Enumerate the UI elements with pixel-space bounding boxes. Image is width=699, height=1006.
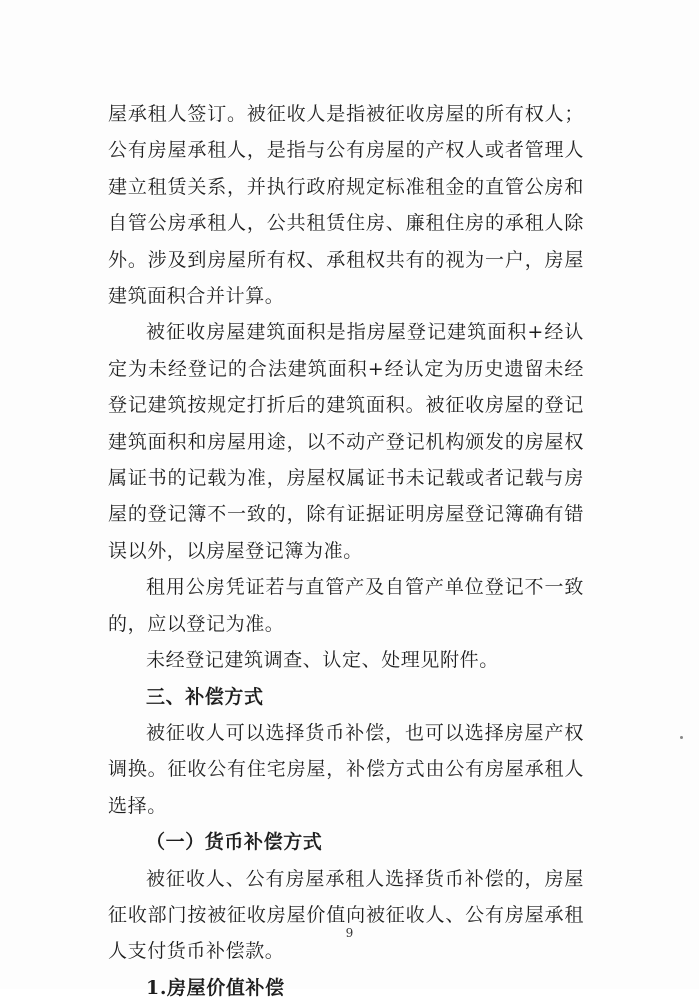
paragraph-monetary: 被征收人、公有房屋承租人选择货币补偿的，房屋征收部门按被征收房屋价值向被征收人、公有房屋承租人支付货币补偿款。	[108, 867, 584, 963]
paragraph-building-area: 被征收房屋建筑面积是指房屋登记建筑面积+经认定为未经登记的合法建筑面积+经认定为历史遗留未经登记建筑按规定打折后的建筑面积。被征收房屋的登记建筑面积和房屋用途，以不动产登记机构颁发的房屋权属证书的记载为准，房屋权属证书未记载或者记载与房屋的登记簿不一致的，除有证据证明房屋登记簿确有错误以外，以房屋登记簿为准。	[108, 321, 584, 562]
paragraph-continuation: 屋承租人签订。被征收人是指被征收房屋的所有权人；公有房屋承租人，是指与公有房屋的产权人或者管理人建立租赁关系，并执行政府规定标准租金的直管公房和自管公房承租人，公共租赁住房、廉租住房的承租人除外。涉及到房屋所有权、承租权共有的视为一户，房屋建筑面积合并计算。	[108, 103, 584, 308]
subsection-heading-monetary: （一）货币补偿方式	[146, 831, 323, 854]
page-number: 9	[345, 926, 354, 940]
paragraph-compensation-choice: 被征收人可以选择货币补偿，也可以选择房屋产权调换。征收公有住宅房屋，补偿方式由公有房屋承租人选择。	[108, 721, 584, 817]
scan-speck	[680, 736, 683, 739]
paragraph-unregistered: 未经登记建筑调查、认定、处理见附件。	[146, 649, 499, 672]
section-heading-compensation: 三、补偿方式	[146, 685, 264, 708]
item-heading-house-value: 1.房屋价值补偿	[146, 976, 285, 999]
body-text	[108, 96, 584, 1006]
paragraph-public-housing: 租用公房凭证若与直管产及自管产单位登记不一致的，应以登记为准。	[108, 576, 584, 635]
